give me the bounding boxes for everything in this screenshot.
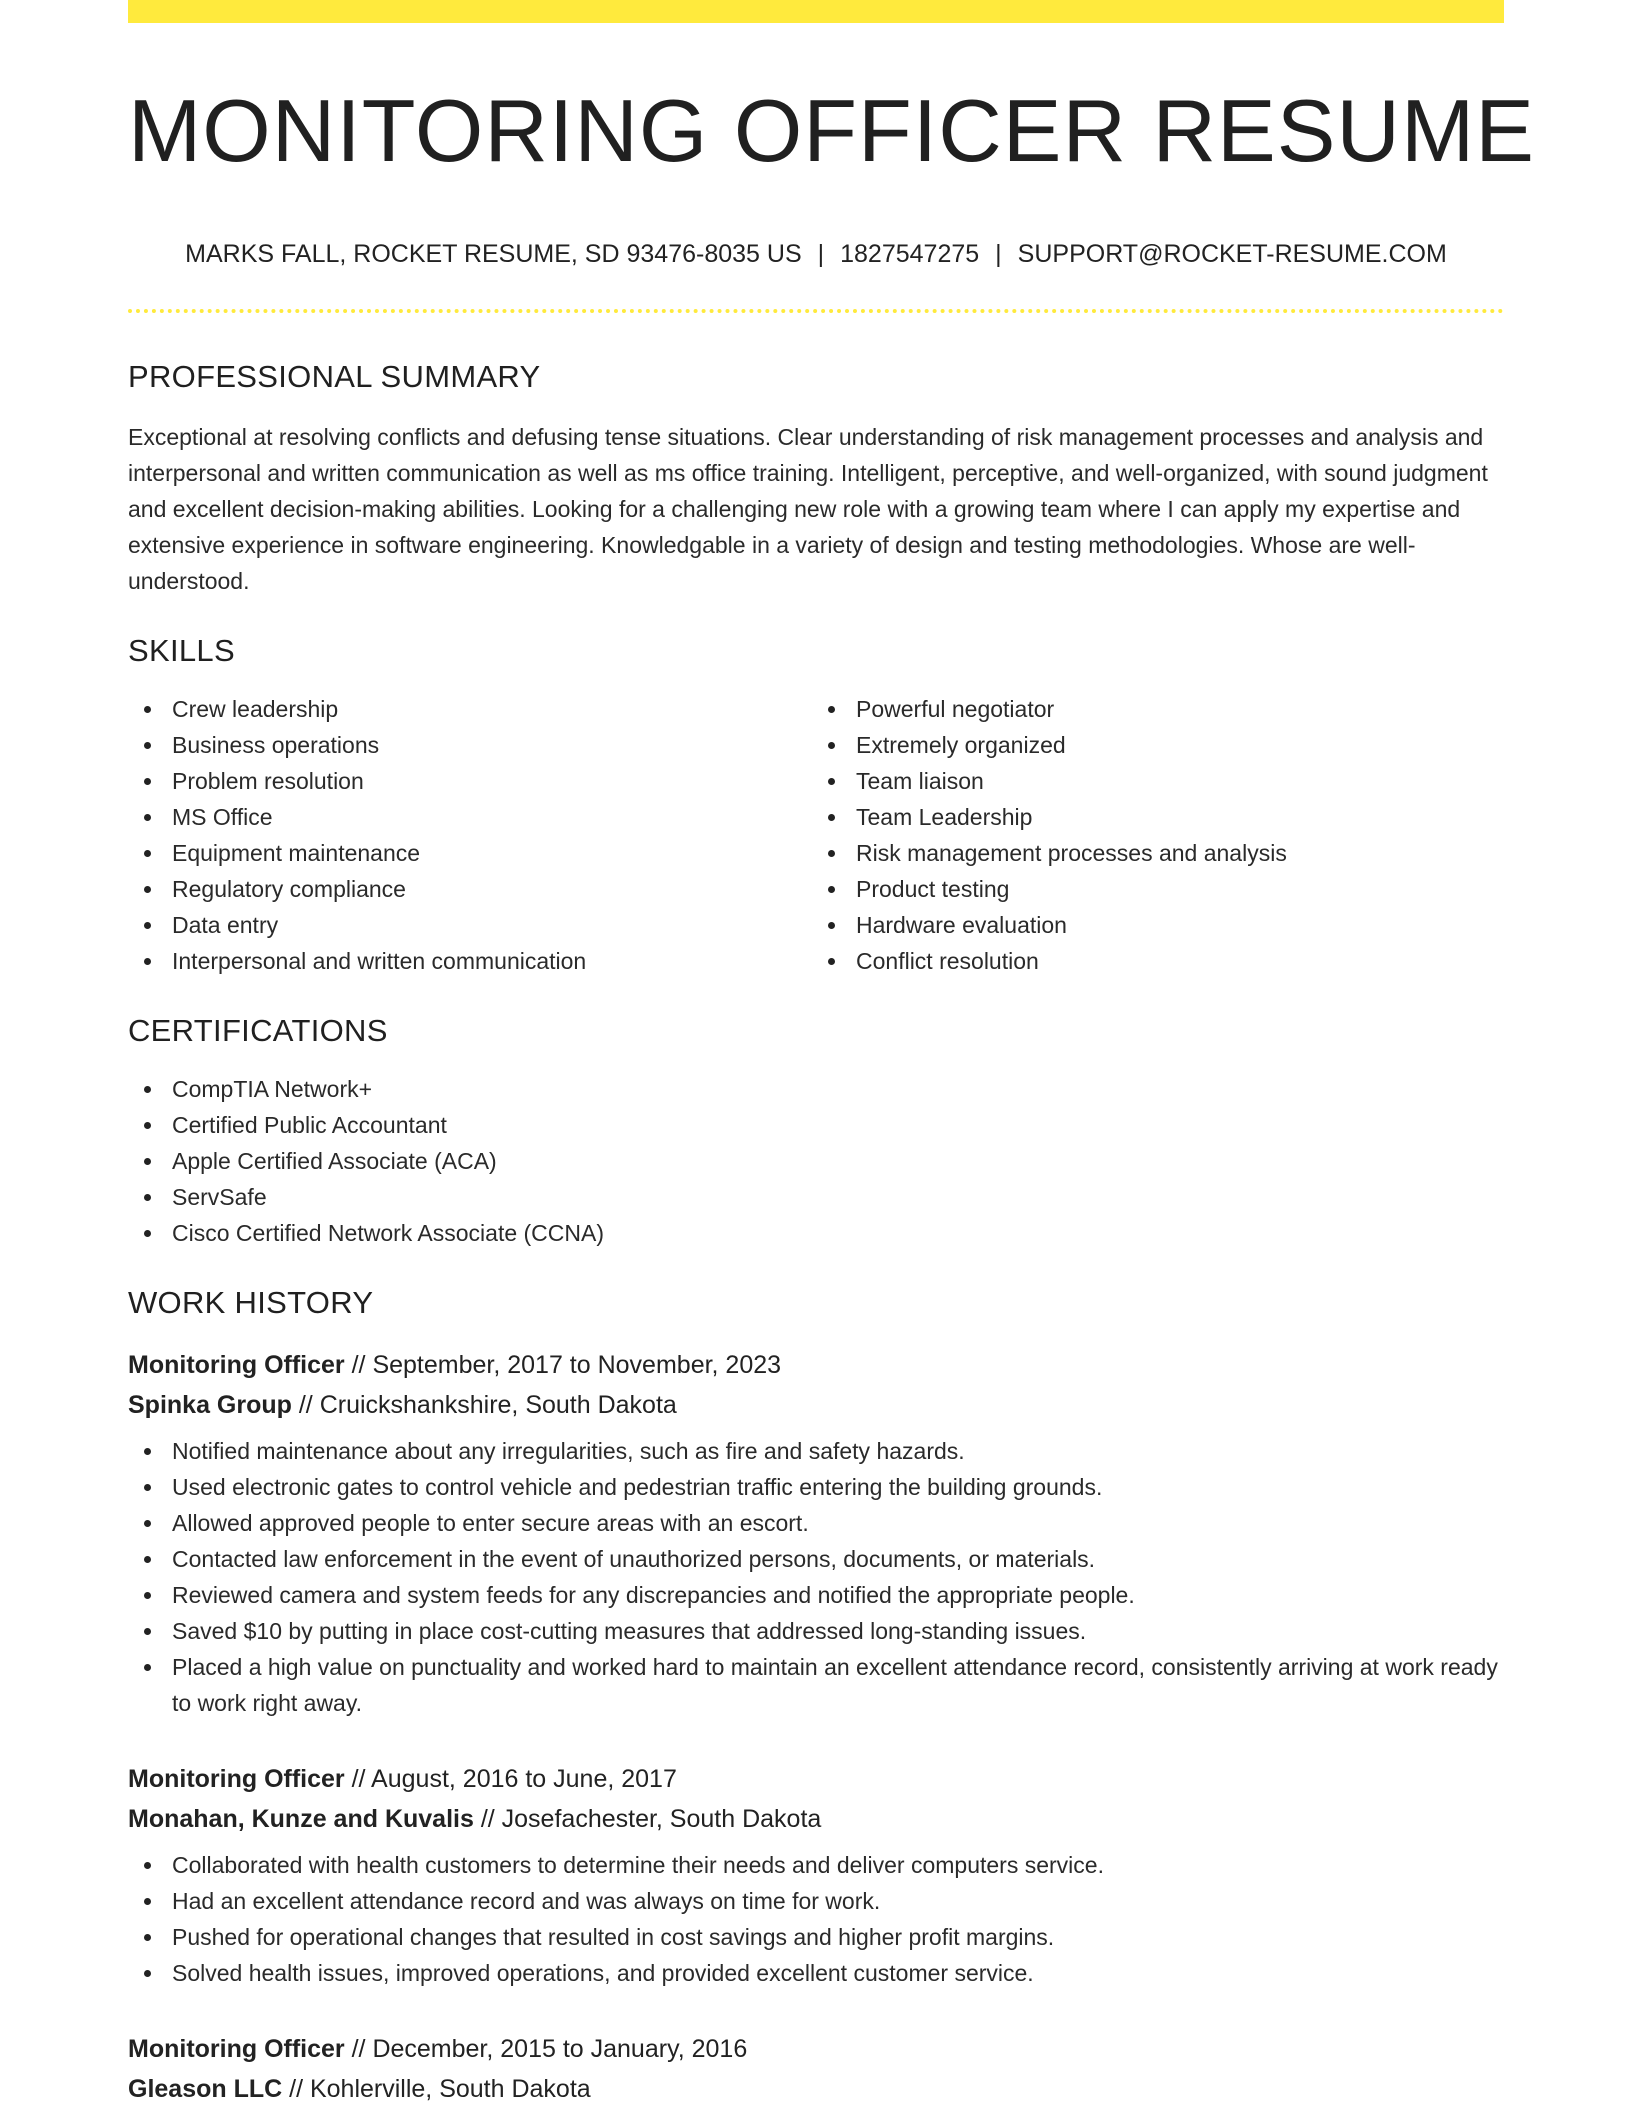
list-item: Allowed approved people to enter secure areas with an escort. — [128, 1505, 1504, 1541]
list-item: Problem resolution — [128, 763, 816, 799]
list-item: Interpersonal and written communication — [128, 943, 816, 979]
job-title: Monitoring Officer — [128, 1350, 345, 1379]
list-item: Crew leadership — [128, 691, 816, 727]
job-location: // Cruickshankshire, South Dakota — [291, 1390, 677, 1419]
list-item: Contacted law enforcement in the event of unauthorized persons, documents, or materials. — [128, 1541, 1504, 1577]
job-entry — [128, 2029, 1504, 2109]
job-bullet-list — [128, 1433, 1504, 1721]
list-item: Certified Public Accountant — [128, 1107, 1504, 1143]
skills-list-right — [812, 691, 1500, 979]
work-history-list — [128, 1345, 1504, 2109]
contact-email: SUPPORT@ROCKET-RESUME.COM — [1017, 239, 1447, 268]
list-item: Pushed for operational changes that resulted in cost savings and higher profit margins. — [128, 1919, 1504, 1955]
list-item: Saved $10 by putting in place cost-cutting measures that addressed long-standing issues. — [128, 1613, 1504, 1649]
job-dates: // September, 2017 to November, 2023 — [344, 1350, 782, 1379]
list-item: Reviewed camera and system feeds for any discrepancies and notified the appropriate people. — [128, 1577, 1504, 1613]
list-item: ServSafe — [128, 1179, 1504, 1215]
list-item: Used electronic gates to control vehicle and pedestrian traffic entering the building grounds. — [128, 1469, 1504, 1505]
job-company: Gleason LLC — [128, 2074, 283, 2103]
accent-bar — [128, 0, 1504, 23]
work-history-heading: WORK HISTORY — [128, 1284, 374, 1320]
certifications-list — [128, 1071, 1504, 1251]
contact-separator: | — [817, 239, 825, 268]
skills-columns — [128, 691, 1504, 979]
contact-address: MARKS FALL, ROCKET RESUME, SD 93476-8035 US — [185, 239, 802, 268]
certifications-heading: CERTIFICATIONS — [128, 1012, 388, 1048]
job-entry — [128, 1345, 1504, 1721]
job-title: Monitoring Officer — [128, 1764, 345, 1793]
job-company: Monahan, Kunze and Kuvalis — [128, 1804, 474, 1833]
list-item: Team Leadership — [812, 799, 1500, 835]
skills-list-left — [128, 691, 816, 979]
job-dates: // December, 2015 to January, 2016 — [344, 2034, 748, 2063]
list-item: Hardware evaluation — [812, 907, 1500, 943]
list-item: Business operations — [128, 727, 816, 763]
job-company-line — [128, 2069, 1504, 2109]
job-location: // Josefachester, South Dakota — [473, 1804, 822, 1833]
list-item: Team liaison — [812, 763, 1500, 799]
job-dates: // August, 2016 to June, 2017 — [344, 1764, 677, 1793]
list-item: CompTIA Network+ — [128, 1071, 1504, 1107]
summary-text: Exceptional at resolving conflicts and defusing tense situations. Clear understanding of risk management processes and analysis and interpersonal and written communication as well as ms office training. Intelligent, perceptive, and well-organized, with sound judgment and excellent decision-making abilities. Looking for a challenging new role with a growing team where I can apply my expertise and extensive experience in software engineering. Knowledgable in a variety of design and testing methodologies. Whose are well-understood. — [128, 423, 1488, 594]
job-title-line — [128, 2029, 1504, 2069]
job-bullet-list — [128, 1847, 1504, 1991]
list-item: Powerful negotiator — [812, 691, 1500, 727]
list-item: Solved health issues, improved operations, and provided excellent customer service. — [128, 1955, 1504, 1991]
resume-page — [128, 0, 1535, 2109]
dotted-divider — [128, 309, 1504, 313]
summary-heading: PROFESSIONAL SUMMARY — [128, 358, 541, 394]
list-item: Risk management processes and analysis — [812, 835, 1500, 871]
list-item: Conflict resolution — [812, 943, 1500, 979]
contact-line — [128, 240, 1504, 269]
list-item: Notified maintenance about any irregularities, such as fire and safety hazards. — [128, 1433, 1504, 1469]
job-company-line — [128, 1799, 1504, 1839]
job-location: // Kohlerville, South Dakota — [282, 2074, 591, 2103]
list-item: Collaborated with health customers to determine their needs and deliver computers service. — [128, 1847, 1504, 1883]
list-item: Equipment maintenance — [128, 835, 816, 871]
list-item: Cisco Certified Network Associate (CCNA) — [128, 1215, 1504, 1251]
job-entry — [128, 1759, 1504, 1991]
list-item: Product testing — [812, 871, 1500, 907]
list-item: Placed a high value on punctuality and worked hard to maintain an excellent attendance record, consistently arriving at work ready to work right away. — [128, 1649, 1504, 1721]
list-item: Data entry — [128, 907, 816, 943]
contact-phone: 1827547275 — [840, 239, 980, 268]
job-company-line — [128, 1385, 1504, 1425]
job-title: Monitoring Officer — [128, 2034, 345, 2063]
job-title-line — [128, 1345, 1504, 1385]
job-title-line — [128, 1759, 1504, 1799]
list-item: Had an excellent attendance record and was always on time for work. — [128, 1883, 1504, 1919]
page-title: MONITORING OFFICER RESUME — [128, 81, 1535, 180]
list-item: Extremely organized — [812, 727, 1500, 763]
job-company: Spinka Group — [128, 1390, 292, 1419]
list-item: Regulatory compliance — [128, 871, 816, 907]
list-item: Apple Certified Associate (ACA) — [128, 1143, 1504, 1179]
contact-separator: | — [995, 239, 1002, 268]
skills-heading: SKILLS — [128, 632, 235, 668]
list-item: MS Office — [128, 799, 816, 835]
